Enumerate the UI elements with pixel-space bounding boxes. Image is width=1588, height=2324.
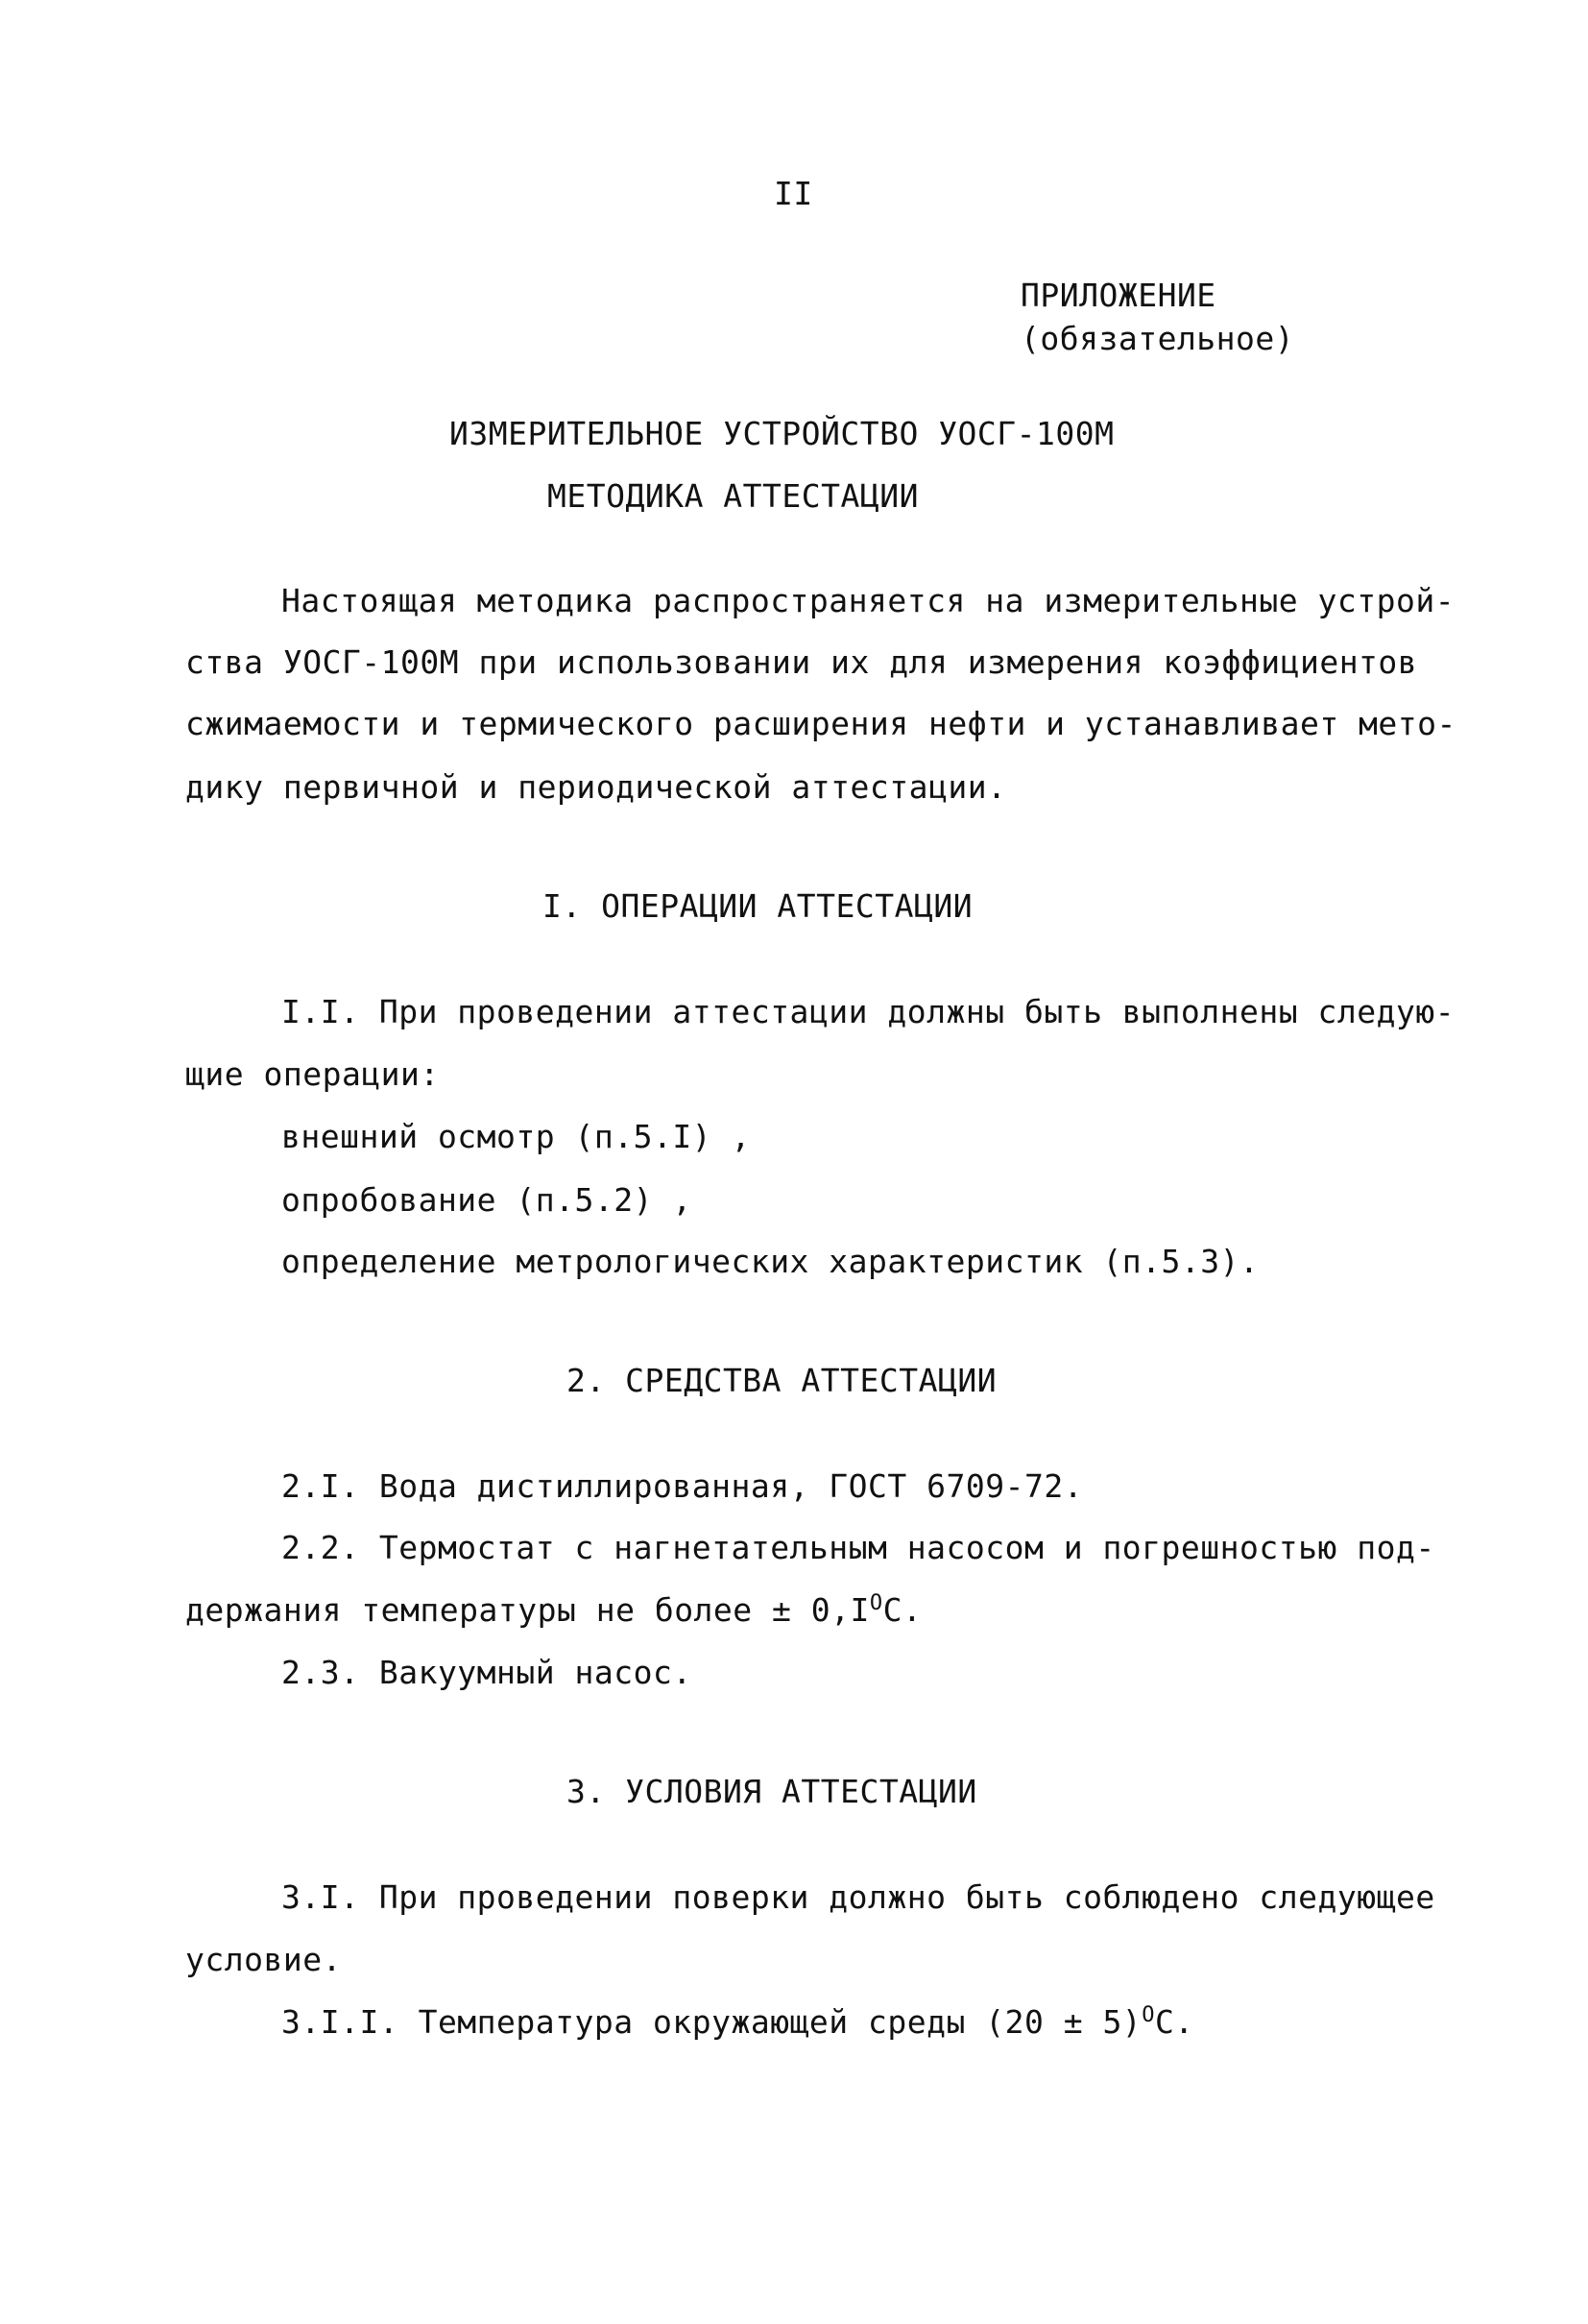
paragraph-line: 3.I. При проведении поверки должно быть соблюдено следующее xyxy=(281,1878,1435,1916)
list-item: опробование (п.5.2) , xyxy=(281,1181,692,1219)
document-subtitle: МЕТОДИКА АТТЕСТАЦИИ xyxy=(547,477,919,515)
paragraph-line xyxy=(185,1591,922,1630)
paragraph-line: условие. xyxy=(185,1941,342,1978)
paragraph-line: щие операции: xyxy=(185,1055,440,1093)
paragraph-line: I.I. При проведении аттестации должны быть выполнены следую- xyxy=(281,993,1456,1030)
temperature-text: держания температуры не более ± 0,I xyxy=(185,1591,870,1629)
document-title: ИЗМЕРИТЕЛЬНОЕ УСТРОЙСТВО УОСГ-100М xyxy=(449,415,1115,452)
intro-line: Настоящая методика распространяется на измерительные устрой- xyxy=(281,582,1456,619)
section-2-heading: 2. СРЕДСТВА АТТЕСТАЦИИ xyxy=(566,1362,998,1399)
list-item: внешний осмотр (п.5.I) , xyxy=(281,1118,751,1155)
appendix-label: ПРИЛОЖЕНИЕ xyxy=(1021,277,1216,314)
appendix-note: (обязательное) xyxy=(1021,320,1295,357)
list-item: определение метрологических характеристик (п.5.3). xyxy=(281,1243,1260,1280)
section-1-heading: I. ОПЕРАЦИИ АТТЕСТАЦИИ xyxy=(542,887,974,925)
temperature-unit: С. xyxy=(882,1591,923,1629)
intro-line: сжимаемости и термического расширения нефти и устанавливает мето- xyxy=(185,705,1456,742)
temperature-unit: С. xyxy=(1154,2003,1194,2041)
paragraph-line: 2.3. Вакуумный насос. xyxy=(281,1654,692,1691)
page-number: II xyxy=(774,175,813,212)
paragraph-line: 2.2. Термостат с нагнетательным насосом и погрешностью под- xyxy=(281,1529,1435,1566)
paragraph-line xyxy=(281,2003,1194,2042)
section-3-heading: 3. УСЛОВИЯ АТТЕСТАЦИИ xyxy=(566,1773,977,1810)
intro-line: ства УОСГ-100М при использовании их для измерения коэффициентов xyxy=(185,643,1418,681)
degree-mark: О xyxy=(869,1591,883,1615)
paragraph-line: 2.I. Вода дистиллированная, ГОСТ 6709-72. xyxy=(281,1467,1084,1505)
degree-mark: О xyxy=(1142,2003,1155,2027)
temperature-text: 3.I.I. Температура окружающей среды (20 ± 5) xyxy=(281,2003,1143,2041)
intro-line: дику первичной и периодической аттестации. xyxy=(185,768,1007,806)
